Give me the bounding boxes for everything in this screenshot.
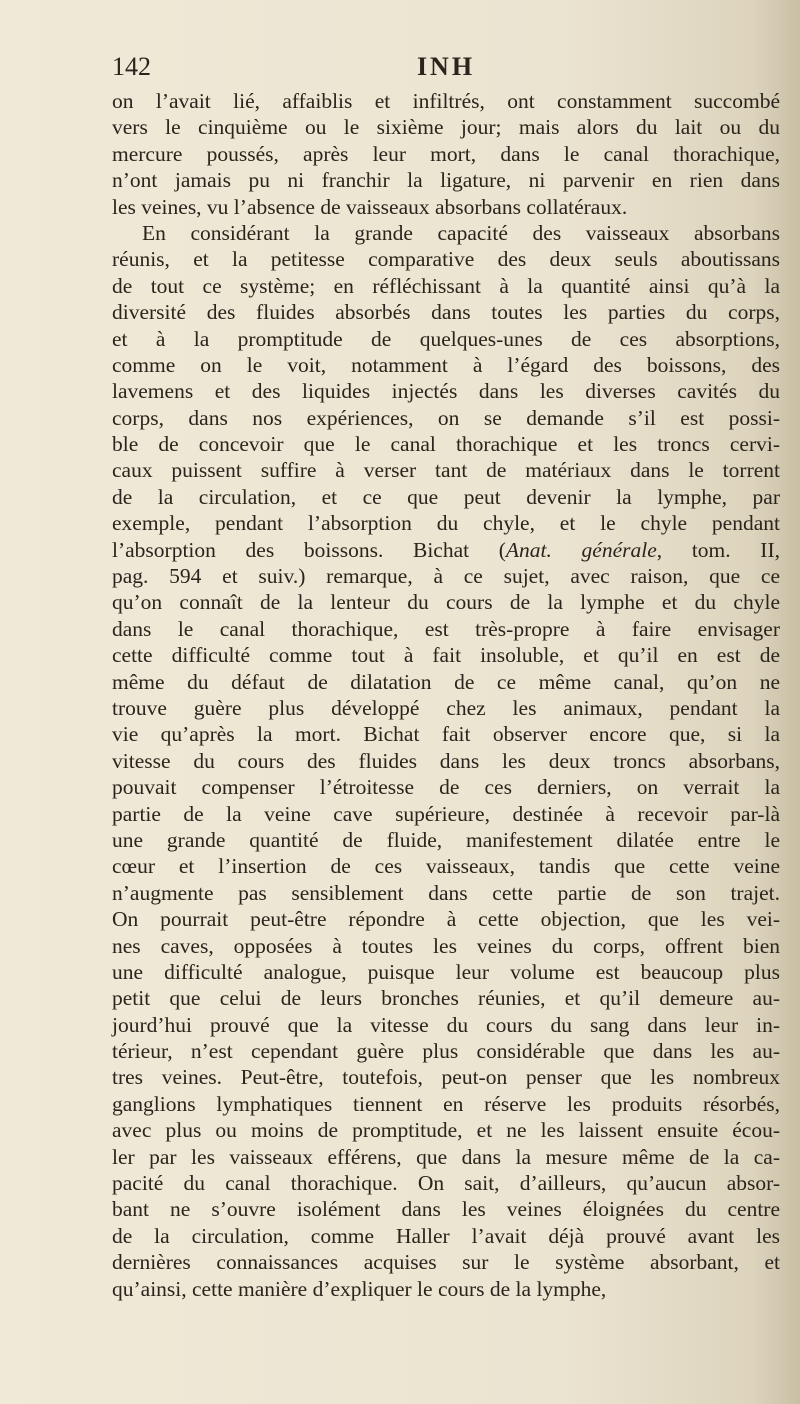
text-line: caux puissent suffire à verser tant de matériaux dans le torrent <box>112 458 780 483</box>
text-line: térieur, n’est cependant guère plus considérable que dans les au- <box>112 1039 780 1064</box>
text-line: cette difficulté comme tout à fait insoluble, et qu’il en est de <box>112 643 780 668</box>
text-line: n’augmente pas sensiblement dans cette partie de son trajet. <box>112 880 780 905</box>
text-line: cœur et l’insertion de ces vaisseaux, tandis que cette veine <box>112 854 780 879</box>
body-text <box>112 88 780 1302</box>
text-line: pouvait compenser l’étroitesse de ces derniers, on verrait la <box>112 775 780 800</box>
text-line: nes caves, opposées à toutes les veines du corps, offrent bien <box>112 933 780 958</box>
text-line: avec plus ou moins de promptitude, et ne les laissent ensuite écou- <box>112 1118 780 1143</box>
text-line: exemple, pendant l’absorption du chyle, et le chyle pendant <box>112 511 780 536</box>
text-line: de tout ce système; en réfléchissant à la quantité ainsi qu’à la <box>112 273 780 298</box>
text-line: corps, dans nos expériences, on se demande s’il est possi- <box>112 405 780 430</box>
text-line: pacité du canal thorachique. On sait, d’ailleurs, qu’aucun absor- <box>112 1171 780 1196</box>
text-line: trouve guère plus développé chez les animaux, pendant la <box>112 695 780 720</box>
text-line: les veines, vu l’absence de vaisseaux absorbans collatéraux. <box>112 194 628 219</box>
text-line: qu’on connaît de la lenteur du cours de la lymphe et du chyle <box>112 590 780 615</box>
text-line: ganglions lymphatiques tiennent en réserve les produits résorbés, <box>112 1091 780 1116</box>
text-line: réunis, et la petitesse comparative des deux seuls aboutissans <box>112 247 780 272</box>
running-head: INH <box>416 52 476 81</box>
text-line: vie qu’après la mort. Bichat fait observer encore que, si la <box>112 722 780 747</box>
text-line: vers le cinquième ou le sixième jour; mais alors du lait ou du <box>112 115 780 140</box>
text-line: ler par les vaisseaux efférens, que dans la mesure même de la ca- <box>112 1144 780 1169</box>
text-line: jourd’hui prouvé que la vitesse du cours du sang dans leur in- <box>112 1012 780 1037</box>
text-line: dans le canal thorachique, est très-propre à faire envisager <box>112 616 780 641</box>
text-line: vitesse du cours des fluides dans les deux troncs absorbans, <box>112 748 780 773</box>
text-line: et à la promptitude de quelques-unes de ces absorptions, <box>112 326 780 351</box>
text-line: dernières connaissances acquises sur le système absorbant, et <box>112 1250 780 1275</box>
page-number: 142 <box>112 52 151 81</box>
text-line: une difficulté analogue, puisque leur volume est beaucoup plus <box>112 959 780 984</box>
text-line: une grande quantité de fluide, manifestement dilatée entre le <box>112 827 780 852</box>
text-line: même du défaut de dilatation de ce même canal, qu’on ne <box>112 669 780 694</box>
text-line: petit que celui de leurs bronches réunies, et qu’il demeure au- <box>112 986 780 1011</box>
text-line: de la circulation, et ce que peut devenir la lymphe, par <box>112 484 780 509</box>
text-line: ble de concevoir que le canal thorachique et les troncs cervi- <box>112 432 780 457</box>
italic-citation: Anat. générale <box>505 537 657 562</box>
text-line: mercure poussés, après leur mort, dans le canal thorachique, <box>112 141 780 166</box>
text-line: bant ne s’ouvre isolément dans les veines éloignées du centre <box>112 1197 780 1222</box>
text-line: diversité des fluides absorbés dans toutes les parties du corps, <box>112 300 780 325</box>
text-line: l’absorption des boissons. Bichat (Anat. générale, tom. II, <box>112 537 780 562</box>
text-line: comme on le voit, notamment à l’égard des boissons, des <box>112 352 780 377</box>
text-line: de la circulation, comme Haller l’avait déjà prouvé avant les <box>112 1223 780 1248</box>
text-line: On pourrait peut-être répondre à cette objection, que les vei- <box>112 907 780 932</box>
text-line: pag. 594 et suiv.) remarque, à ce sujet, avec raison, que ce <box>112 564 780 589</box>
text-line: on l’avait lié, affaiblis et infiltrés, ont constamment succombé <box>112 89 780 113</box>
text-line: tres veines. Peut-être, toutefois, peut-on penser que les nombreux <box>112 1065 780 1090</box>
text-line: En considérant la grande capacité des vaisseaux absorbans <box>142 220 780 245</box>
text-line: n’ont jamais pu ni franchir la ligature, ni parvenir en rien dans <box>112 168 780 193</box>
text-line: partie de la veine cave supérieure, destinée à recevoir par-là <box>112 801 780 826</box>
page-header <box>112 52 780 86</box>
text-line: qu’ainsi, cette manière d’expliquer le cours de la lymphe, <box>112 1276 607 1301</box>
text-line: lavemens et des liquides injectés dans les diverses cavités du <box>112 379 780 404</box>
